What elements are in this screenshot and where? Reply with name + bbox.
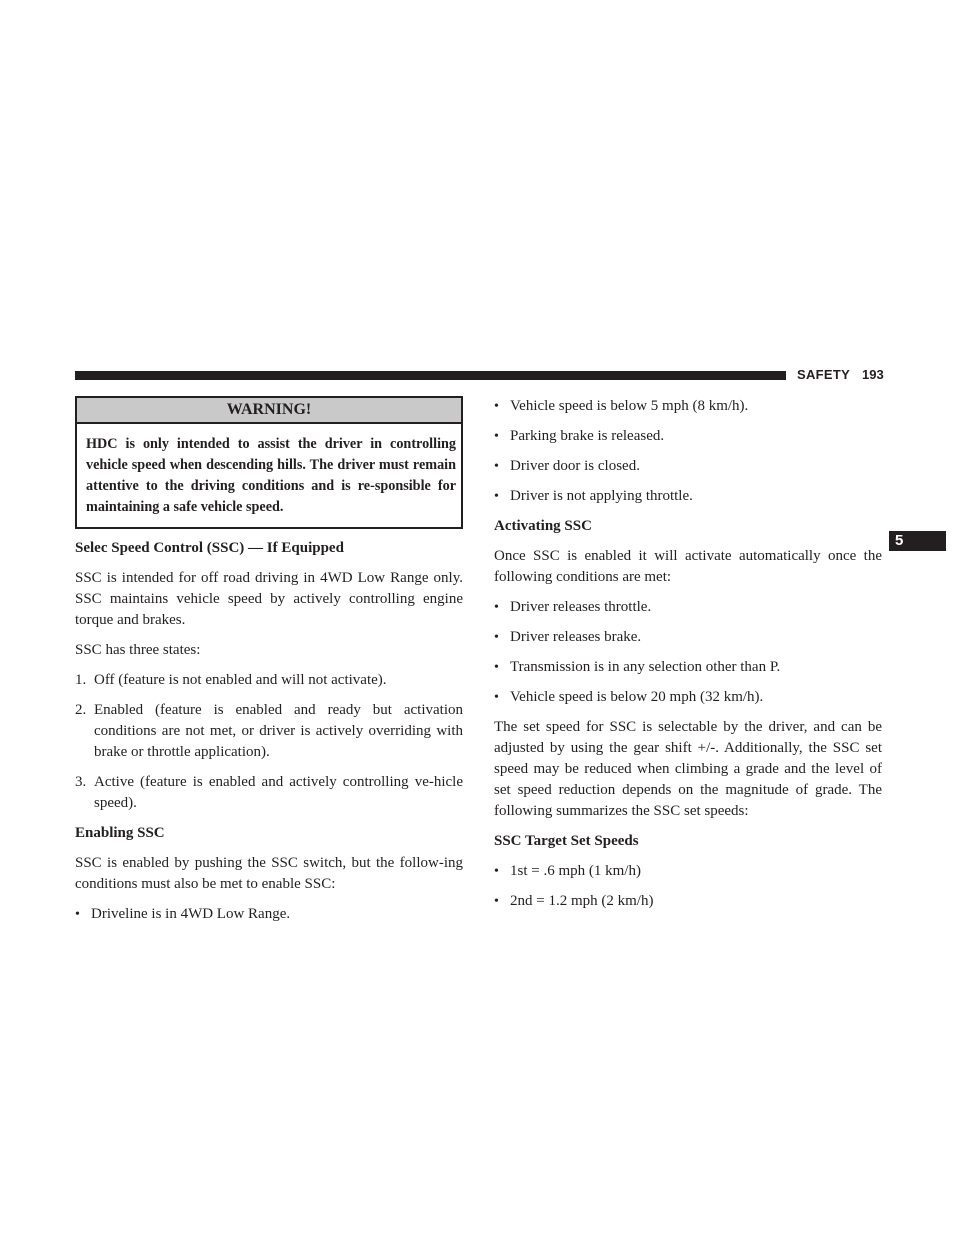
para-set-speed: The set speed for SSC is selectable by the driver, and can be adjusted by using the gear shift +/-. Additionally, the SSC set speed may be reduced when climbing a grade and the level of set speed reduction depends on the magnitude of grade. The following summarizes the SSC set speeds: [494, 719, 882, 819]
bullet-icon: • [494, 894, 499, 909]
left-column [75, 396, 463, 934]
bullet-icon: • [494, 630, 499, 645]
bullet-icon: • [75, 907, 80, 922]
section-title: SAFETY [797, 367, 851, 382]
heading-enabling-ssc: Enabling SSC [75, 825, 165, 841]
list-item: • Driver door is closed. [494, 456, 882, 477]
bullet-icon: • [494, 459, 499, 474]
header-rule [75, 371, 786, 380]
para-activating: Once SSC is enabled it will activate automatically once the following conditions are met: [494, 548, 882, 585]
bullet-icon: • [494, 690, 499, 705]
warning-title: WARNING! [77, 398, 461, 424]
activate-bullets [494, 597, 882, 708]
right-column [494, 396, 882, 921]
bullet-icon: • [494, 399, 499, 414]
warning-text: HDC is only intended to assist the driver in controlling vehicle speed when descending hills. The driver must remain attentive to the driving conditions and is re-sponsible for maintaining a safe vehicle speed. [86, 436, 456, 515]
bullet-icon: • [494, 489, 499, 504]
chapter-tab: 5 [889, 531, 946, 551]
bullet-icon: • [494, 600, 499, 615]
enable-bullets [75, 904, 463, 925]
list-item: 3. Active (feature is enabled and actively controlling ve-hicle speed). [75, 774, 463, 811]
list-item: • Driver releases brake. [494, 627, 882, 648]
enable-bullets-continued [494, 396, 882, 507]
list-item: • Vehicle speed is below 20 mph (32 km/h). [494, 687, 882, 708]
heading-target-set-speeds: SSC Target Set Speeds [494, 833, 639, 849]
states-list [75, 670, 463, 814]
list-item: • Driveline is in 4WD Low Range. [75, 904, 463, 925]
heading-selec-speed-control: Selec Speed Control (SSC) — If Equipped [75, 540, 344, 556]
list-item: • Driver releases throttle. [494, 597, 882, 618]
list-item: • Parking brake is released. [494, 426, 882, 447]
list-item: • 2nd = 1.2 mph (2 km/h) [494, 891, 882, 912]
list-item: • 1st = .6 mph (1 km/h) [494, 861, 882, 882]
heading-activating-ssc: Activating SSC [494, 518, 592, 534]
para-ssc-states: SSC has three states: [75, 642, 201, 658]
warning-box [75, 396, 463, 529]
list-item: 2. Enabled (feature is enabled and ready but activation conditions are not met, or driver is actively overriding with brake or throttle application). [75, 702, 463, 760]
bullet-icon: • [494, 864, 499, 879]
list-item: • Vehicle speed is below 5 mph (8 km/h). [494, 396, 882, 417]
para-ssc-intro: SSC is intended for off road driving in 4WD Low Range only. SSC maintains vehicle speed by actively controlling engine torque and brakes. [75, 570, 463, 628]
bullet-icon: • [494, 429, 499, 444]
list-item: • Driver is not applying throttle. [494, 486, 882, 507]
bullet-icon: • [494, 660, 499, 675]
target-bullets [494, 861, 882, 912]
page-number: 193 [862, 367, 884, 382]
list-item: 1. Off (feature is not enabled and will not activate). [75, 672, 387, 688]
para-enabling: SSC is enabled by pushing the SSC switch, but the follow-ing conditions must also be met to enable SSC: [75, 855, 463, 892]
list-item: • Transmission is in any selection other than P. [494, 657, 882, 678]
